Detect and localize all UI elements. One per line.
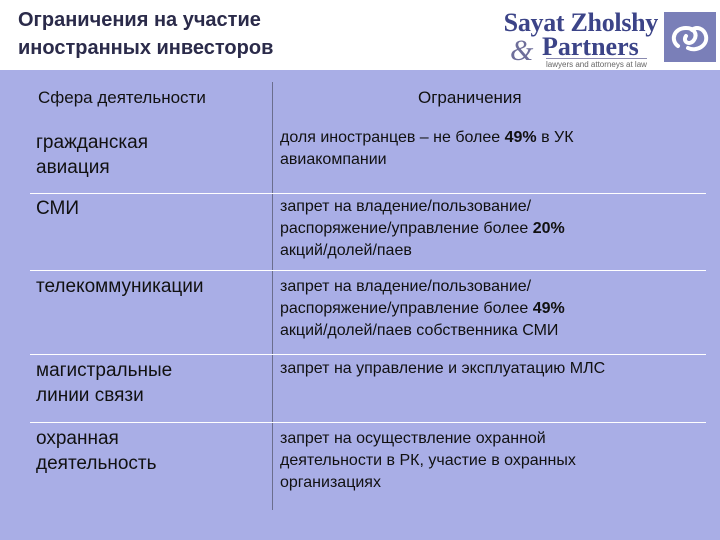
sphere-line: деятельность (36, 453, 157, 474)
restriction-text: авиакомпании (280, 151, 387, 168)
restriction-line (280, 320, 565, 342)
restriction-text: деятельности в РК, участие в охранных (280, 452, 576, 469)
logo-tagline: lawyers and attorneys at law (546, 60, 647, 69)
sphere-cell (36, 196, 79, 221)
title-line-2: иностранных инвесторов (18, 37, 274, 59)
sphere-line: охранная (36, 428, 119, 449)
row-divider (30, 422, 706, 423)
restriction-text: распоряжение/управление более (280, 300, 533, 317)
restriction-line (280, 276, 565, 298)
logo-ampersand: & (510, 34, 534, 67)
restriction-cell (280, 428, 576, 494)
restriction-percent: 49% (504, 129, 537, 146)
restriction-percent: 20% (532, 220, 565, 237)
restriction-text: запрет на управление и эксплуатацию МЛС (280, 360, 606, 377)
sphere-cell (36, 274, 204, 299)
column-header-restrictions: Ограничения (418, 88, 522, 107)
restriction-text: акций/долей/паев собственника СМИ (280, 322, 559, 339)
restriction-text: организациях (280, 474, 381, 491)
slide-title (18, 6, 438, 62)
row-divider (30, 354, 706, 355)
sphere-line: авиация (36, 157, 110, 178)
sphere-line: СМИ (36, 198, 79, 219)
logo-line-1: Sayat Zholshy (503, 8, 658, 37)
restriction-line (280, 196, 565, 218)
restriction-line (280, 450, 576, 472)
restriction-line (280, 472, 576, 494)
restriction-cell (280, 127, 574, 171)
restriction-line (280, 127, 574, 149)
restrictions-table (0, 70, 720, 540)
column-header-sphere: Сфера деятельности (38, 88, 206, 107)
restriction-line (280, 240, 565, 262)
title-line-1: Ограничения на участие (18, 9, 261, 31)
restriction-text: в УК (536, 129, 574, 146)
restriction-line (280, 358, 605, 380)
restriction-percent: 49% (532, 300, 565, 317)
restriction-text: распоряжение/управление более (280, 220, 533, 237)
sphere-line: магистральные (36, 360, 173, 381)
restriction-text: акций/долей/паев (280, 242, 412, 259)
company-logo (474, 8, 718, 68)
sphere-cell (36, 426, 157, 476)
sphere-cell (36, 358, 172, 408)
restriction-line (280, 149, 574, 171)
restriction-line (280, 428, 576, 450)
restriction-text: запрет на осуществление охранной (280, 430, 546, 447)
column-divider (272, 82, 273, 510)
restriction-text: запрет на владение/пользование/ (280, 198, 532, 215)
logo-mark-icon (664, 12, 716, 62)
restriction-text: доля иностранцев – не более (280, 129, 505, 146)
sphere-line: линии связи (36, 385, 144, 406)
slide-header (0, 0, 720, 70)
restriction-text: запрет на владение/пользование/ (280, 278, 532, 295)
sphere-line: телекоммуникации (36, 276, 204, 297)
restriction-line (280, 218, 565, 240)
row-divider (30, 270, 706, 271)
restriction-cell (280, 196, 565, 262)
restriction-cell (280, 358, 605, 380)
row-divider (30, 193, 706, 194)
restriction-line (280, 298, 565, 320)
restriction-cell (280, 276, 565, 342)
sphere-cell (36, 130, 148, 180)
logo-line-2: Partners (542, 32, 639, 61)
sphere-line: гражданская (36, 132, 149, 153)
